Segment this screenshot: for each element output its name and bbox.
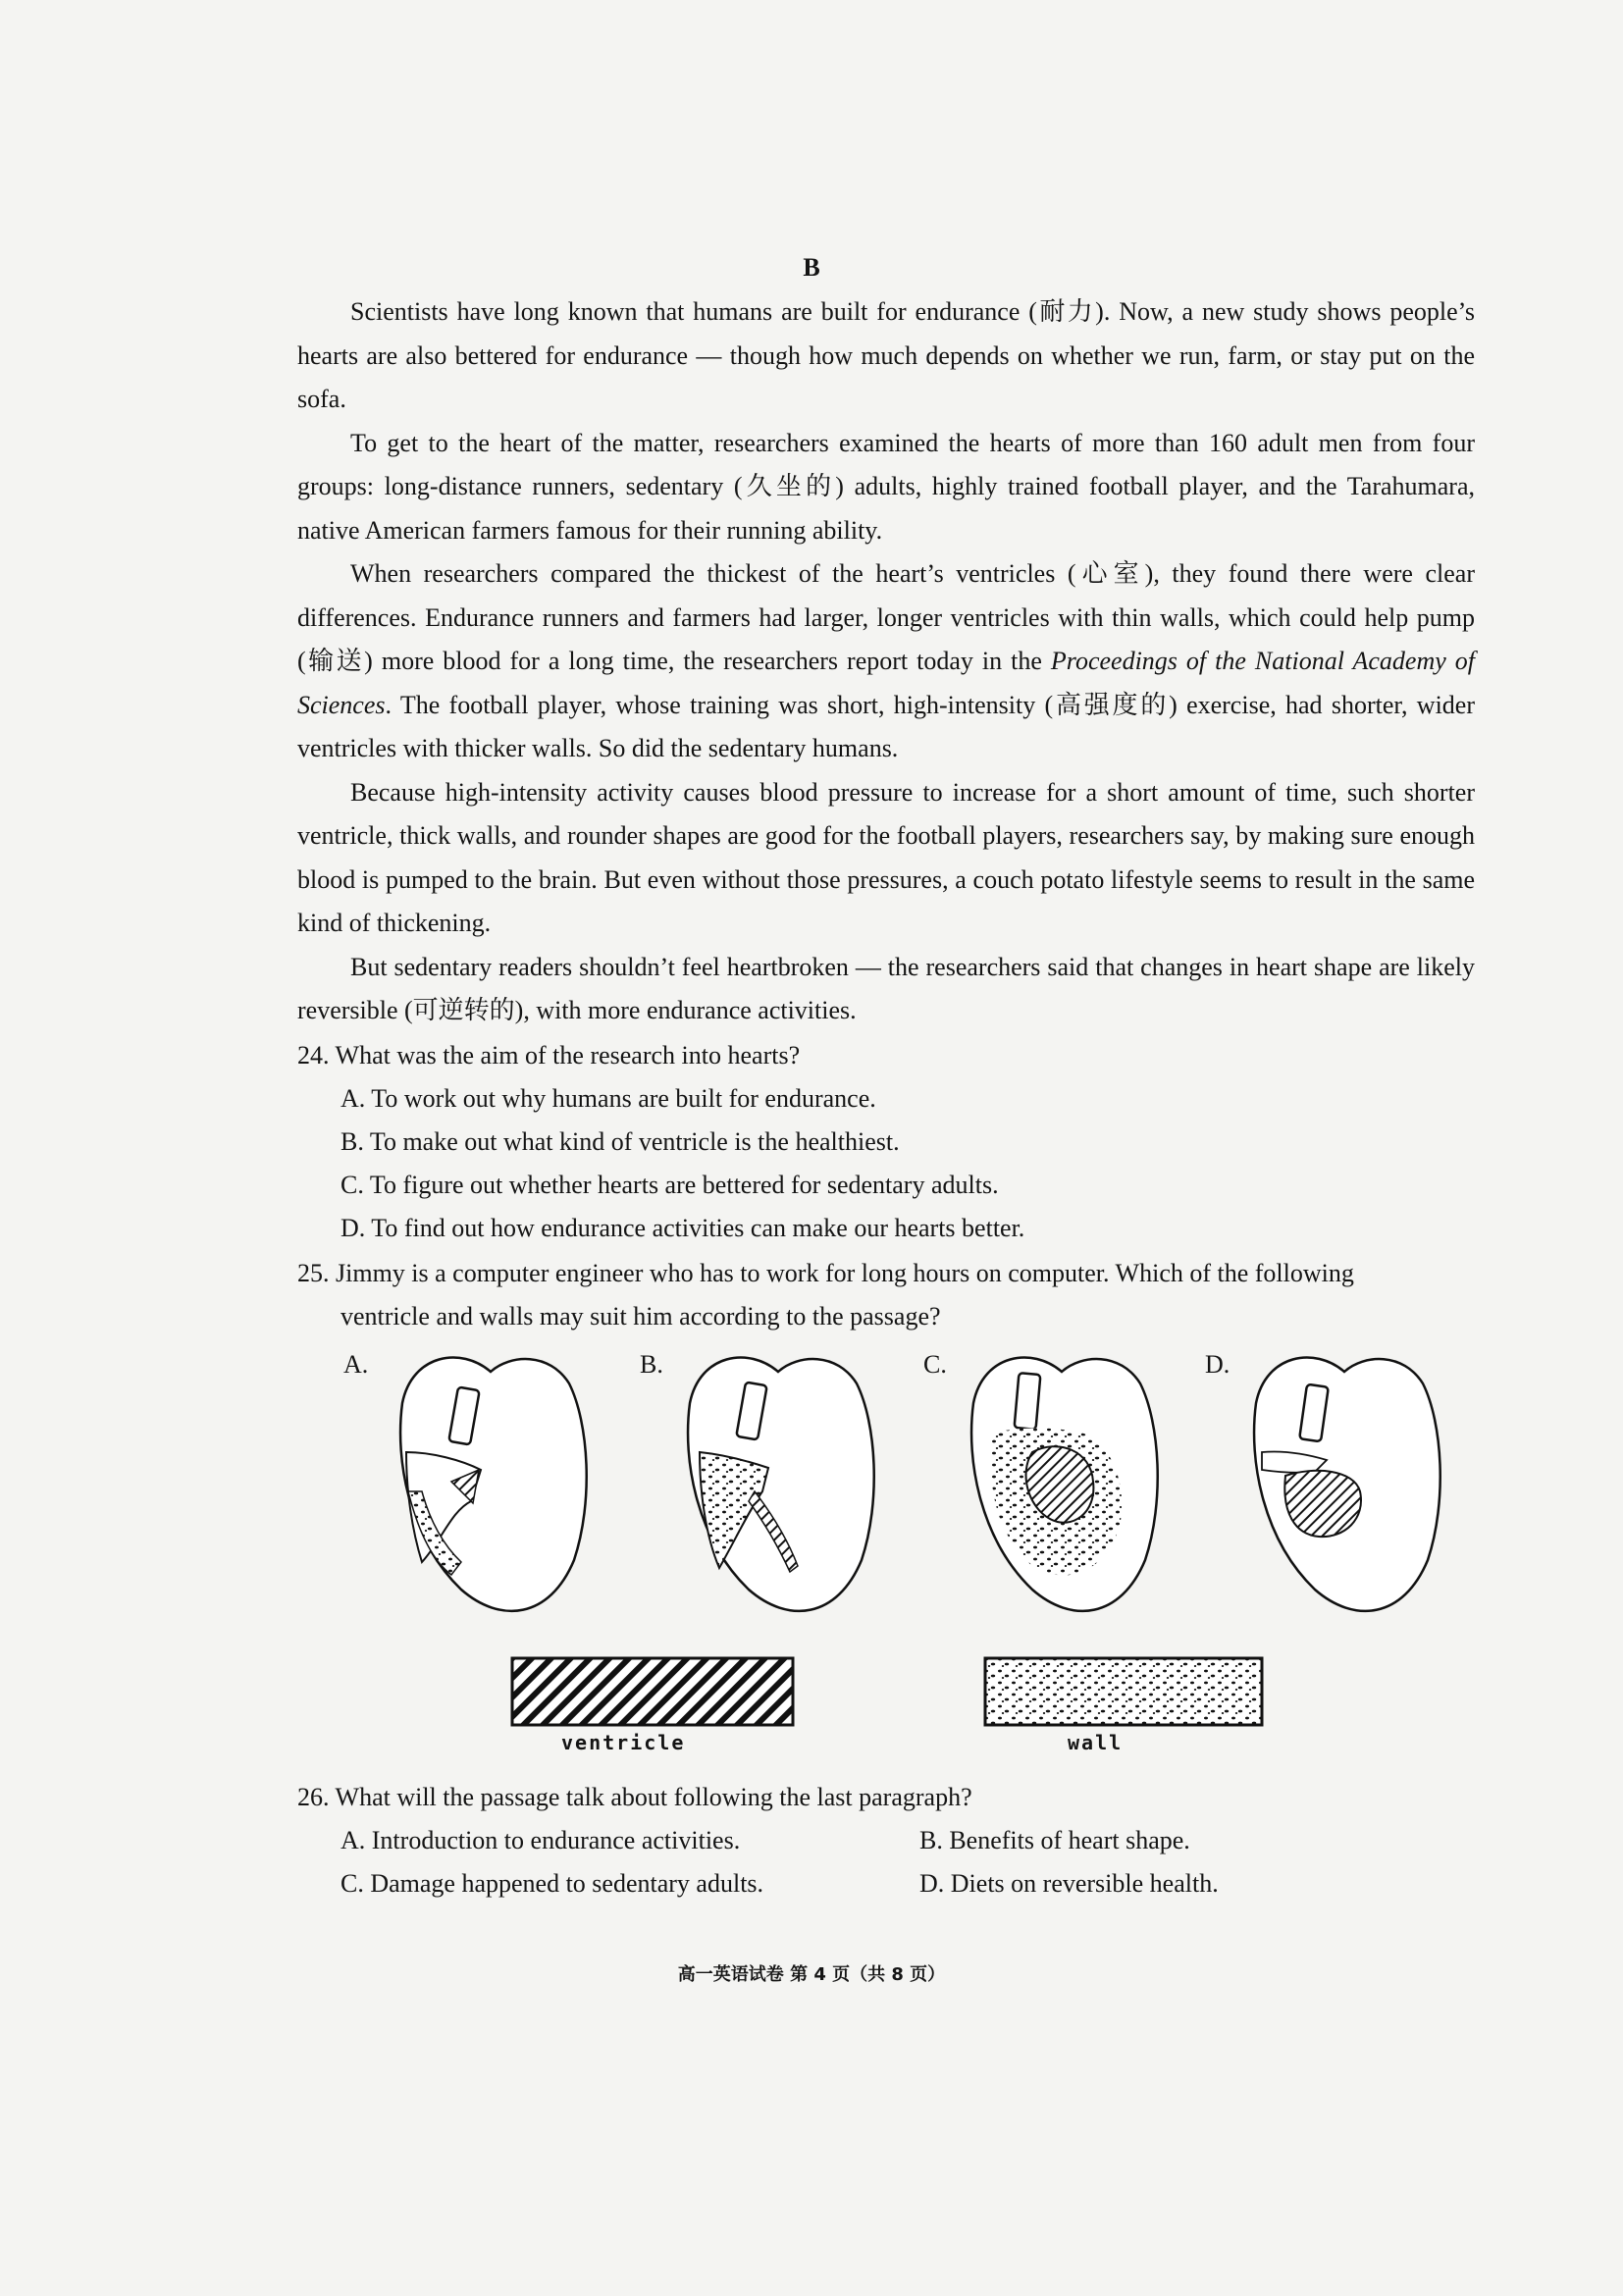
question-26-option-d[interactable]: D. Diets on reversible health. bbox=[919, 1869, 1219, 1898]
ventricle-legend-label: ventricle bbox=[561, 1731, 686, 1754]
question-25 bbox=[297, 1252, 1354, 1338]
paragraph-3-part-b: . The football player, whose training was short, high-intensity (高强度的) exercise, had shorter, wider ventricles with thicker walls. So did the sedentary humans. bbox=[297, 690, 1475, 762]
question-25-option-b-label[interactable]: B. bbox=[640, 1350, 663, 1379]
question-24 bbox=[297, 1034, 1024, 1250]
heart-diagram-a[interactable] bbox=[393, 1344, 599, 1629]
paragraph-2: To get to the heart of the matter, researchers examined the hearts of more than 160 adult men from four groups: long-distance runners, sedentary (久坐的) adults, highly trained football player, and the Tarahumara, native American farmers famous for their running ability. bbox=[297, 428, 1475, 545]
question-26-option-a[interactable]: A. Introduction to endurance activities. bbox=[340, 1826, 741, 1854]
question-25-option-a-label[interactable]: A. bbox=[343, 1350, 369, 1379]
heart-diagram-d[interactable] bbox=[1246, 1344, 1452, 1629]
journal-title: Proceedings of the National Academy of Sciences bbox=[297, 647, 1475, 719]
paragraph-1: Scientists have long known that humans are built for endurance (耐力). Now, a new study shows people’s hearts are also bettered for endurance — though how much depends on whether we run, farm, or stay put on the sofa. bbox=[297, 297, 1475, 413]
ventricle-legend-swatch bbox=[510, 1656, 795, 1727]
section-heading: B bbox=[803, 253, 820, 282]
question-24-stem: 24. What was the aim of the research into hearts? bbox=[297, 1041, 801, 1070]
question-26 bbox=[297, 1776, 1219, 1905]
wall-legend-label: wall bbox=[1068, 1731, 1124, 1754]
paragraph-3-part-a: When researchers compared the thickest of the heart’s ventricles (心室), they found there were clear differences. Endurance runners and farmers had larger, longer ventricles with thin walls, which could help pump (输送) more blood for a long time, the researchers report today in the bbox=[297, 559, 1475, 675]
question-25-stem-line-2: ventricle and walls may suit him according to the passage? bbox=[340, 1302, 941, 1331]
paragraph-5: But sedentary readers shouldn’t feel heartbroken — the researchers said that changes in heart shape are likely reversible (可逆转的), with more endurance activities. bbox=[297, 952, 1475, 1024]
question-26-options-row-2 bbox=[297, 1862, 1219, 1905]
question-25-option-d-label[interactable]: D. bbox=[1205, 1350, 1230, 1379]
question-26-options-row-1 bbox=[297, 1819, 1219, 1862]
heart-diagram-b[interactable] bbox=[680, 1344, 886, 1629]
question-26-stem: 26. What will the passage talk about following the last paragraph? bbox=[297, 1783, 972, 1811]
paragraph-3 bbox=[297, 552, 1475, 771]
wall-legend-swatch bbox=[983, 1656, 1264, 1727]
question-25-option-c-label[interactable]: C. bbox=[923, 1350, 947, 1379]
question-24-option-c[interactable]: C. To figure out whether hearts are bettered for sedentary adults. bbox=[340, 1171, 999, 1199]
question-24-option-a[interactable]: A. To work out why humans are built for endurance. bbox=[340, 1084, 876, 1113]
question-24-option-d[interactable]: D. To find out how endurance activities can make our hearts better. bbox=[340, 1214, 1025, 1242]
reading-passage bbox=[297, 290, 1475, 1033]
question-26-option-c[interactable]: C. Damage happened to sedentary adults. bbox=[340, 1869, 764, 1898]
paragraph-4: Because high-intensity activity causes blood pressure to increase for a short amount of time, such shorter ventricle, thick walls, and rounder shapes are good for the football players, researchers say, by making sure enough blood is pumped to the brain. But even without those pressures, a couch potato lifestyle seems to result in the same kind of thickening. bbox=[297, 777, 1475, 937]
heart-diagram-c[interactable] bbox=[964, 1344, 1170, 1629]
question-24-option-b[interactable]: B. To make out what kind of ventricle is the healthiest. bbox=[340, 1127, 900, 1156]
question-25-stem-line-1: 25. Jimmy is a computer engineer who has to work for long hours on computer. Which of the following bbox=[297, 1259, 1354, 1287]
question-26-option-b[interactable]: B. Benefits of heart shape. bbox=[919, 1826, 1190, 1854]
page-footer: 高一英语试卷 第 4 页（共 8 页） bbox=[677, 1964, 946, 1985]
